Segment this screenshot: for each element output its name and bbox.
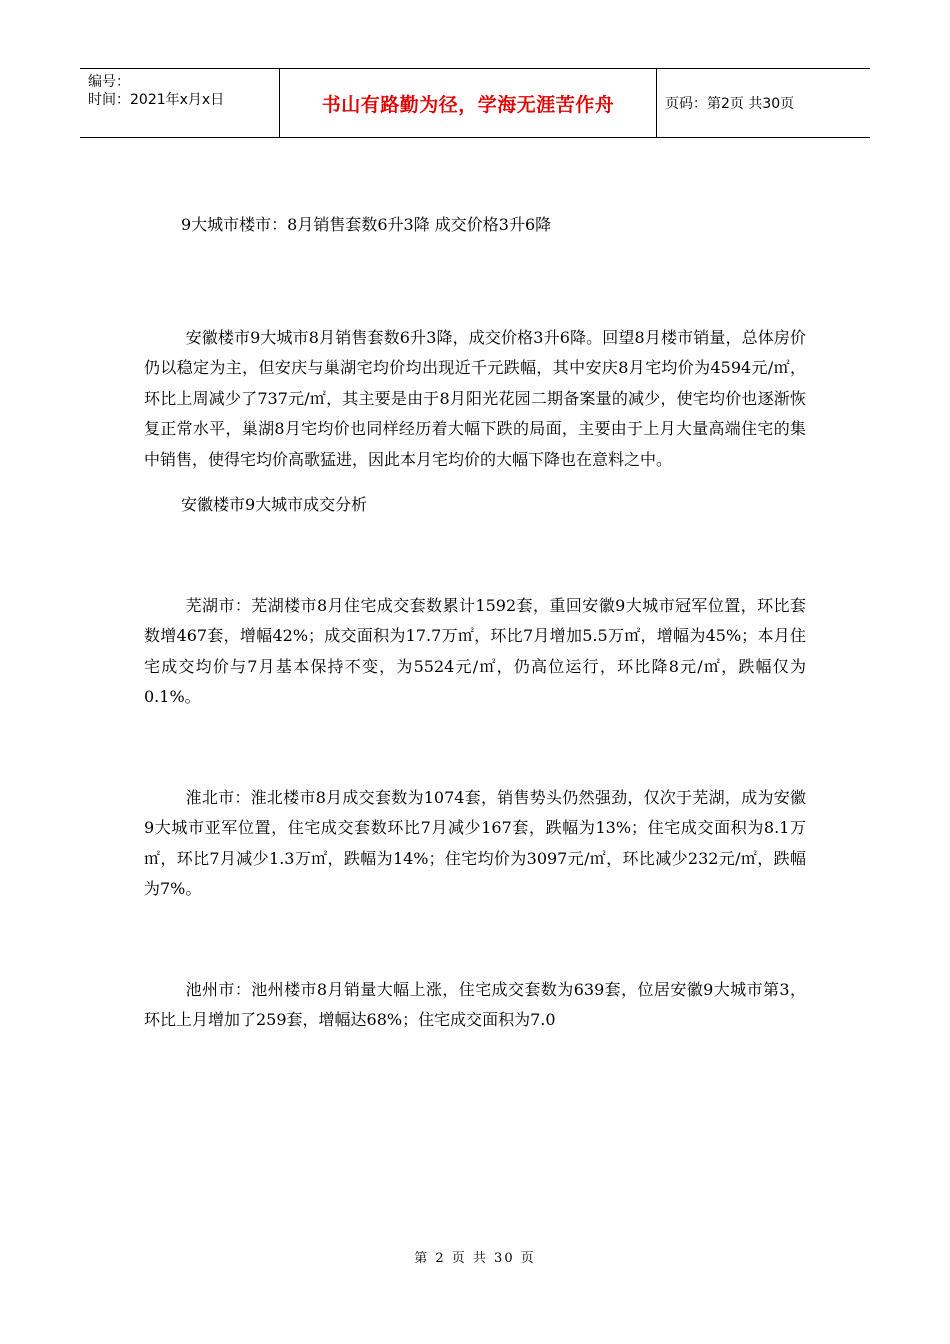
article-body — [144, 210, 806, 1036]
header-motto: 书山有路勤为径，学海无涯苦作舟 — [280, 69, 657, 137]
page-footer: 第 2 页 共 30 页 — [414, 1251, 536, 1266]
paragraph-huaibei: 淮北市：淮北楼市8月成交套数为1074套，销售势头仍然强劲，仅次于芜湖，成为安徽9大城市亚军位置，住宅成交套数环比7月减少167套，跌幅为13%；住宅成交面积为8.1万㎡，环比7月减少1.3万㎡，跌幅为14%；住宅均价为3097元/㎡，环比减少232元/㎡，跌幅为7%。 — [144, 787, 806, 898]
time-label: 时间：2021年x月x日 — [88, 92, 225, 108]
header-meta — [80, 69, 280, 137]
paragraph-intro: 安徽楼市9大城市8月销售套数6升3降，成交价格3升6降。回望8月楼市销量，总体房价仍以稳定为主，但安庆与巢湖宅均价均出现近千元跌幅，其中安庆8月宅均价为4594元/㎡，环比上周减少了737元/㎡，其主要是由于8月阳光花园二期备案量的减少，使宅均价也逐渐恢复正常水平，巢湖8月宅均价也同样经历着大幅下跌的局面，主要由于上月大量高端住宅的集中销售，使得宅均价高歌猛进，因此本月宅均价的大幅下降也在意料之中。 — [144, 327, 806, 469]
paragraph-wuhu: 芜湖市：芜湖楼市8月住宅成交套数累计1592套，重回安徽9大城市冠军位置，环比套数增467套，增幅42%；成交面积为17.7万㎡，环比7月增加5.5万㎡，增幅为45%；本月住宅成交均价与7月基本保持不变，为5524元/㎡，仍高位运行，环比降8元/㎡，跌幅仅为0.1%。 — [144, 595, 806, 706]
article-title: 9大城市楼市：8月销售套数6升3降 成交价格3升6降 — [181, 215, 552, 234]
header-page-info: 页码：第2页 共30页 — [665, 96, 795, 112]
section-title: 安徽楼市9大城市成交分析 — [181, 495, 368, 514]
code-label: 编号： — [88, 74, 130, 90]
page-header — [80, 68, 870, 138]
paragraph-chizhou: 池州市：池州楼市8月销量大幅上涨，住宅成交套数为639套，位居安徽9大城市第3，环比上月增加了259套，增幅达68%；住宅成交面积为7.0 — [144, 979, 806, 1029]
